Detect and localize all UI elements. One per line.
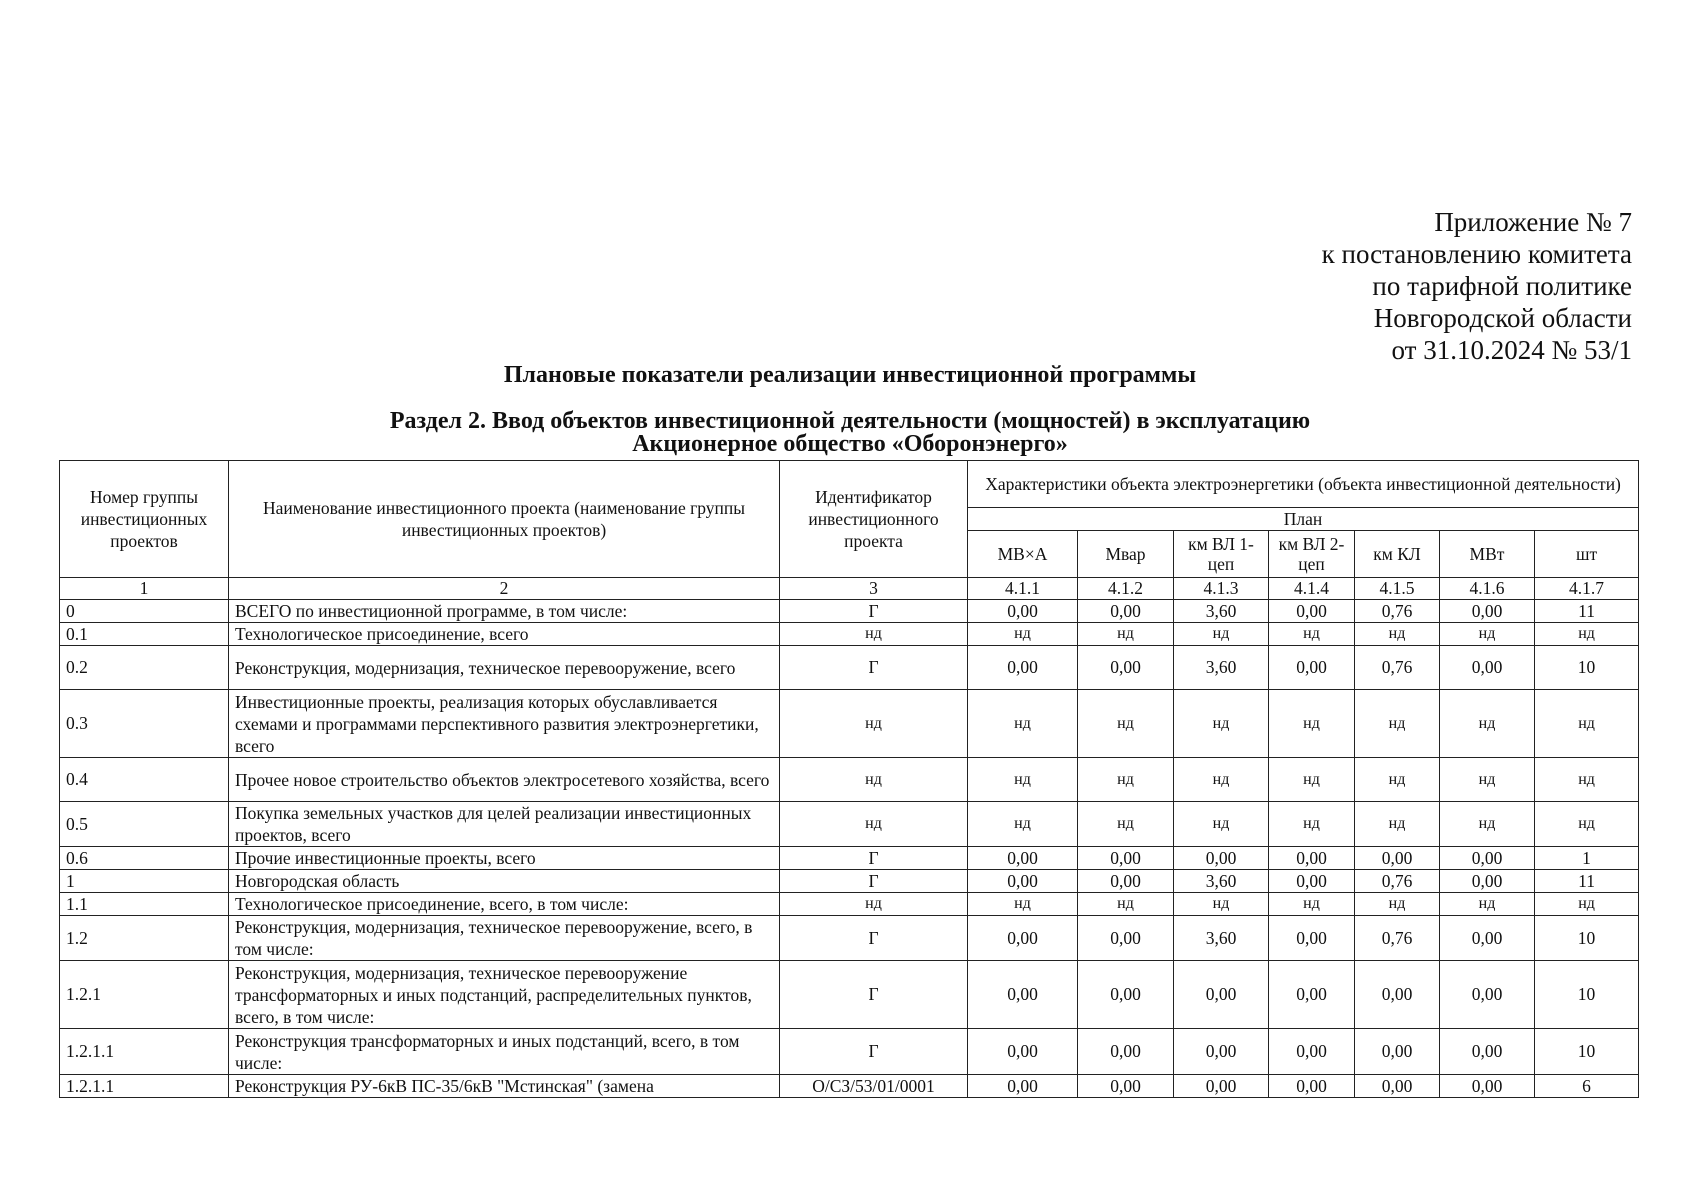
row-value-cell: 10 [1535, 1029, 1639, 1075]
row-value-cell: 0,00 [1440, 916, 1535, 961]
row-value-cell: нд [1440, 802, 1535, 847]
row-project-name: Технологическое присоединение, всего, в том числе: [229, 893, 780, 916]
row-project-name: Прочие инвестиционные проекты, всего [229, 847, 780, 870]
row-value-cell: 0,00 [1269, 870, 1355, 893]
row-project-name: Покупка земельных участков для целей реализации инвестиционных проектов, всего [229, 802, 780, 847]
row-value-cell: нд [1078, 893, 1174, 916]
row-value-cell: нд [1440, 758, 1535, 802]
row-value-cell: 0,76 [1355, 916, 1440, 961]
index-cell: 4.1.4 [1269, 578, 1355, 600]
row-value-cell: нд [1535, 802, 1639, 847]
row-group-number: 1.1 [60, 893, 229, 916]
header-characteristics: Характеристики объекта электроэнергетики (объекта инвестиционной деятельности) [968, 461, 1639, 508]
row-group-number: 0.5 [60, 802, 229, 847]
row-value-cell: 0,00 [1174, 1075, 1269, 1098]
document-title: Плановые показатели реализации инвестиционной программы [503, 362, 1197, 388]
row-value-cell: 0,00 [1078, 1029, 1174, 1075]
row-value-cell: 0,00 [1440, 1029, 1535, 1075]
row-value-cell: 10 [1535, 916, 1639, 961]
row-value-cell: 3,60 [1174, 600, 1269, 623]
row-value-cell: 0,00 [1269, 600, 1355, 623]
row-identifier: нд [780, 690, 968, 758]
row-value-cell: 0,00 [1440, 1075, 1535, 1098]
table-row [60, 690, 1639, 758]
appendix-line: к постановлению комитета [1321, 239, 1632, 269]
row-value-cell: нд [1355, 758, 1440, 802]
row-value-cell: 0,00 [1078, 916, 1174, 961]
row-value-cell: нд [1078, 758, 1174, 802]
row-identifier: Г [780, 870, 968, 893]
table-row [60, 623, 1639, 646]
row-identifier: нд [780, 802, 968, 847]
row-value-cell: нд [968, 893, 1078, 916]
table-row [60, 1029, 1639, 1075]
index-cell: 4.1.7 [1535, 578, 1639, 600]
row-value-cell: нд [1174, 802, 1269, 847]
row-group-number: 1.2.1 [60, 961, 229, 1029]
row-value-cell: нд [1174, 623, 1269, 646]
row-value-cell: нд [1078, 802, 1174, 847]
row-value-cell: 0,00 [1440, 600, 1535, 623]
header-unit: Мвар [1078, 531, 1174, 578]
row-value-cell: нд [1269, 802, 1355, 847]
row-group-number: 1 [60, 870, 229, 893]
table-row [60, 802, 1639, 847]
row-value-cell: 11 [1535, 870, 1639, 893]
row-value-cell: 0,76 [1355, 646, 1440, 690]
index-cell: 4.1.2 [1078, 578, 1174, 600]
row-identifier: нд [780, 893, 968, 916]
row-value-cell: 3,60 [1174, 916, 1269, 961]
row-value-cell: 0,00 [1174, 1029, 1269, 1075]
row-value-cell: 0,00 [968, 870, 1078, 893]
index-cell: 3 [780, 578, 968, 600]
row-value-cell: 3,60 [1174, 646, 1269, 690]
row-project-name: ВСЕГО по инвестиционной программе, в том числе: [229, 600, 780, 623]
row-value-cell: 0,00 [968, 916, 1078, 961]
row-value-cell: нд [968, 690, 1078, 758]
row-identifier: Г [780, 600, 968, 623]
investment-table [59, 460, 1639, 1098]
row-project-name: Прочее новое строительство объектов электросетевого хозяйства, всего [229, 758, 780, 802]
row-group-number: 0.3 [60, 690, 229, 758]
table-row [60, 758, 1639, 802]
row-value-cell: нд [1355, 893, 1440, 916]
row-value-cell: нд [1078, 690, 1174, 758]
header-unit: МВт [1440, 531, 1535, 578]
index-cell: 4.1.5 [1355, 578, 1440, 600]
header-unit: МВ×А [968, 531, 1078, 578]
row-value-cell: 0,00 [1440, 961, 1535, 1029]
index-cell: 4.1.3 [1174, 578, 1269, 600]
row-value-cell: 0,76 [1355, 870, 1440, 893]
row-value-cell: 0,00 [1440, 870, 1535, 893]
row-project-name: Реконструкция трансформаторных и иных подстанций, всего, в том числе: [229, 1029, 780, 1075]
row-value-cell: 0,00 [1269, 1075, 1355, 1098]
row-value-cell: нд [1174, 690, 1269, 758]
row-value-cell: 0,00 [1078, 870, 1174, 893]
row-value-cell: нд [1535, 690, 1639, 758]
row-value-cell: 11 [1535, 600, 1639, 623]
row-value-cell: нд [1535, 758, 1639, 802]
table-row [60, 870, 1639, 893]
row-value-cell: 0,00 [968, 600, 1078, 623]
row-value-cell: 0,00 [1355, 847, 1440, 870]
row-group-number: 0.1 [60, 623, 229, 646]
index-cell: 2 [229, 578, 780, 600]
row-project-name: Реконструкция, модернизация, техническое перевооружение, всего [229, 646, 780, 690]
row-project-name: Реконструкция, модернизация, техническое перевооружение трансформаторных и иных подстанций, распределительных пунктов, всего, в том числе: [229, 961, 780, 1029]
row-value-cell: нд [1269, 893, 1355, 916]
row-value-cell: 0,00 [968, 1075, 1078, 1098]
section-title-block [0, 410, 1682, 456]
table-row [60, 916, 1639, 961]
row-value-cell: 0,00 [1269, 916, 1355, 961]
row-value-cell: 0,00 [1078, 600, 1174, 623]
row-value-cell: нд [1355, 690, 1440, 758]
row-identifier: нд [780, 623, 968, 646]
header-project-name: Наименование инвестиционного проекта (наименование группы инвестиционных проектов) [229, 461, 780, 578]
header-unit: км КЛ [1355, 531, 1440, 578]
header-unit: шт [1535, 531, 1639, 578]
row-value-cell: 0,00 [1269, 646, 1355, 690]
appendix-line: по тарифной политике [1372, 271, 1632, 301]
row-value-cell: 0,00 [1078, 646, 1174, 690]
row-value-cell: 0,00 [1440, 646, 1535, 690]
row-value-cell: нд [1355, 802, 1440, 847]
row-value-cell: нд [1535, 623, 1639, 646]
row-value-cell: 0,00 [1440, 847, 1535, 870]
row-group-number: 0 [60, 600, 229, 623]
row-project-name: Технологическое присоединение, всего [229, 623, 780, 646]
index-cell: 1 [60, 578, 229, 600]
header-unit: км ВЛ 1-цеп [1174, 531, 1269, 578]
row-identifier: Г [780, 916, 968, 961]
row-value-cell: нд [1078, 623, 1174, 646]
table-row [60, 600, 1639, 623]
row-value-cell: 0,00 [1078, 961, 1174, 1029]
appendix-line: от 31.10.2024 № 53/1 [1391, 335, 1632, 365]
row-value-cell: 0,00 [1355, 1029, 1440, 1075]
row-value-cell: 10 [1535, 646, 1639, 690]
row-group-number: 1.2 [60, 916, 229, 961]
row-identifier: O/СЗ/53/01/0001 [780, 1075, 968, 1098]
table-row [60, 646, 1639, 690]
row-value-cell: нд [1355, 623, 1440, 646]
row-value-cell: нд [1440, 623, 1535, 646]
header-plan: План [968, 508, 1639, 531]
row-value-cell: 6 [1535, 1075, 1639, 1098]
row-project-name: Реконструкция РУ-6кВ ПС-35/6кВ "Мстинская" (замена [229, 1075, 780, 1098]
header-group-number: Номер группы инвестиционных проектов [60, 461, 229, 578]
section-title: Раздел 2. Ввод объектов инвестиционной деятельности (мощностей) в эксплуатацию [389, 408, 1311, 434]
row-value-cell: 0,00 [1355, 1075, 1440, 1098]
row-group-number: 1.2.1.1 [60, 1075, 229, 1098]
row-value-cell: нд [968, 623, 1078, 646]
row-value-cell: 0,00 [1269, 1029, 1355, 1075]
row-value-cell: 0,00 [968, 1029, 1078, 1075]
row-value-cell: нд [1269, 690, 1355, 758]
row-identifier: Г [780, 646, 968, 690]
row-identifier: нд [780, 758, 968, 802]
row-value-cell: нд [1174, 758, 1269, 802]
row-group-number: 0.4 [60, 758, 229, 802]
index-cell: 4.1.1 [968, 578, 1078, 600]
row-value-cell: нд [1440, 690, 1535, 758]
row-value-cell: 1 [1535, 847, 1639, 870]
row-value-cell: нд [1535, 893, 1639, 916]
table-row [60, 847, 1639, 870]
appendix-line: Приложение № 7 [1434, 207, 1632, 237]
row-value-cell: 0,00 [1355, 961, 1440, 1029]
row-value-cell: нд [1269, 623, 1355, 646]
appendix-block [1322, 206, 1632, 366]
appendix-line: Новгородской области [1373, 303, 1632, 333]
row-value-cell: нд [1269, 758, 1355, 802]
row-group-number: 0.2 [60, 646, 229, 690]
row-value-cell: нд [1440, 893, 1535, 916]
row-value-cell: 3,60 [1174, 870, 1269, 893]
table-row [60, 961, 1639, 1029]
row-value-cell: нд [968, 758, 1078, 802]
organization-name: Акционерное общество «Оборонэнерго» [632, 431, 1068, 457]
row-project-name: Инвестиционные проекты, реализация которых обуславливается схемами и программами перспективного развития электроэнергетики, всего [229, 690, 780, 758]
row-value-cell: 0,00 [1174, 847, 1269, 870]
row-identifier: Г [780, 1029, 968, 1075]
row-value-cell: нд [968, 802, 1078, 847]
header-identifier: Идентификатор инвестиционного проекта [780, 461, 968, 578]
row-value-cell: 0,00 [968, 961, 1078, 1029]
row-value-cell: нд [1174, 893, 1269, 916]
row-value-cell: 0,00 [1269, 961, 1355, 1029]
index-cell: 4.1.6 [1440, 578, 1535, 600]
row-value-cell: 0,76 [1355, 600, 1440, 623]
row-value-cell: 10 [1535, 961, 1639, 1029]
row-value-cell: 0,00 [968, 646, 1078, 690]
header-unit: км ВЛ 2-цеп [1269, 531, 1355, 578]
row-identifier: Г [780, 961, 968, 1029]
row-project-name: Новгородская область [229, 870, 780, 893]
table-row [60, 893, 1639, 916]
row-project-name: Реконструкция, модернизация, техническое перевооружение, всего, в том числе: [229, 916, 780, 961]
row-value-cell: 0,00 [968, 847, 1078, 870]
table-row [60, 1075, 1639, 1098]
row-identifier: Г [780, 847, 968, 870]
row-value-cell: 0,00 [1269, 847, 1355, 870]
row-value-cell: 0,00 [1078, 1075, 1174, 1098]
row-value-cell: 0,00 [1078, 847, 1174, 870]
row-group-number: 1.2.1.1 [60, 1029, 229, 1075]
row-value-cell: 0,00 [1174, 961, 1269, 1029]
row-group-number: 0.6 [60, 847, 229, 870]
